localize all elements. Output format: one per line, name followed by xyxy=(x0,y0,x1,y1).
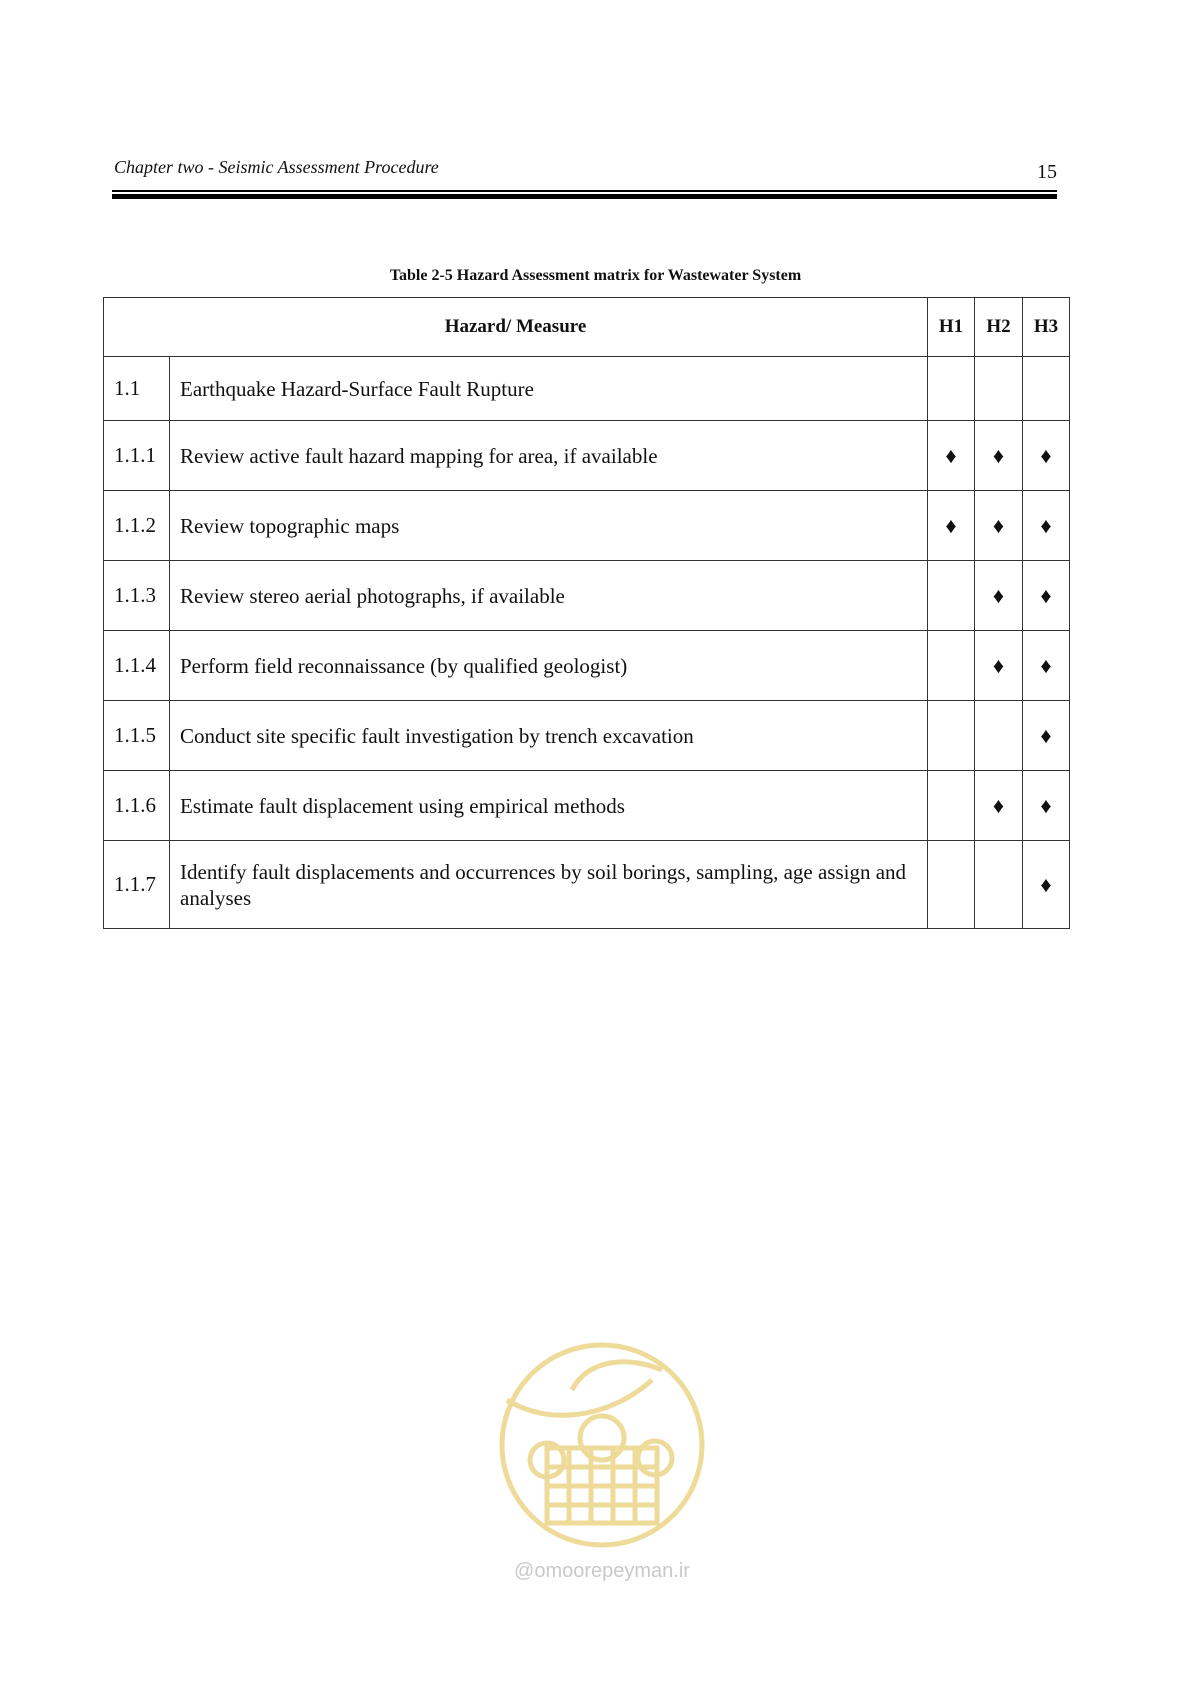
h1-mark: ♦ xyxy=(928,421,975,491)
table-caption: Table 2-5 Hazard Assessment matrix for Wastewater System xyxy=(389,267,802,284)
h2-mark: ♦ xyxy=(975,631,1023,701)
table-row xyxy=(104,357,1070,421)
h1-mark xyxy=(928,561,975,631)
table-row xyxy=(104,421,1070,491)
column-header-h2: H2 xyxy=(975,298,1023,357)
row-description: Perform field reconnaissance (by qualified geologist) xyxy=(170,631,928,701)
row-id: 1.1 xyxy=(104,357,170,421)
row-id: 1.1.1 xyxy=(104,421,170,491)
chapter-title: Chapter two - Seismic Assessment Procedure xyxy=(114,157,439,177)
page-header xyxy=(112,153,1057,193)
column-header-h1: H1 xyxy=(928,298,975,357)
header-rule-thin xyxy=(112,190,1057,192)
h1-mark xyxy=(928,841,975,929)
h3-mark: ♦ xyxy=(1023,491,1070,561)
h3-mark: ♦ xyxy=(1023,631,1070,701)
header-rule-thick xyxy=(112,194,1057,199)
row-description: Identify fault displacements and occurrences by soil borings, sampling, age assign and analyses xyxy=(170,841,928,929)
row-id: 1.1.5 xyxy=(104,701,170,771)
table-header-row xyxy=(104,298,1070,357)
h3-mark: ♦ xyxy=(1023,841,1070,929)
h2-mark xyxy=(975,357,1023,421)
h2-mark xyxy=(975,701,1023,771)
row-description: Review stereo aerial photographs, if available xyxy=(170,561,928,631)
row-id: 1.1.6 xyxy=(104,771,170,841)
hazard-assessment-table xyxy=(103,297,1070,929)
row-id: 1.1.4 xyxy=(104,631,170,701)
row-description: Review active fault hazard mapping for area, if available xyxy=(170,421,928,491)
table-row xyxy=(104,841,1070,929)
h1-mark xyxy=(928,357,975,421)
h2-mark: ♦ xyxy=(975,421,1023,491)
watermark-logo xyxy=(487,1330,717,1620)
column-header-hazard-measure: Hazard/ Measure xyxy=(104,298,928,357)
table-row xyxy=(104,631,1070,701)
row-description: Estimate fault displacement using empirical methods xyxy=(170,771,928,841)
watermark-site: @omoorepeyman.ir xyxy=(514,1560,690,1582)
table-row xyxy=(104,701,1070,771)
h1-mark: ♦ xyxy=(928,491,975,561)
h2-mark: ♦ xyxy=(975,561,1023,631)
row-description: Conduct site specific fault investigation by trench excavation xyxy=(170,701,928,771)
h2-mark xyxy=(975,841,1023,929)
h2-mark: ♦ xyxy=(975,771,1023,841)
h3-mark: ♦ xyxy=(1023,421,1070,491)
h1-mark xyxy=(928,771,975,841)
h3-mark: ♦ xyxy=(1023,771,1070,841)
h1-mark xyxy=(928,701,975,771)
row-id: 1.1.3 xyxy=(104,561,170,631)
row-description: Review topographic maps xyxy=(170,491,928,561)
table-row xyxy=(104,771,1070,841)
h1-mark xyxy=(928,631,975,701)
table-row xyxy=(104,491,1070,561)
row-id: 1.1.7 xyxy=(104,841,170,929)
page-number: 15 xyxy=(1037,161,1057,183)
h3-mark xyxy=(1023,357,1070,421)
table-row xyxy=(104,561,1070,631)
row-description: Earthquake Hazard-Surface Fault Rupture xyxy=(170,357,928,421)
omoorepeyman-seal-icon xyxy=(487,1330,717,1560)
row-id: 1.1.2 xyxy=(104,491,170,561)
h3-mark: ♦ xyxy=(1023,561,1070,631)
h2-mark: ♦ xyxy=(975,491,1023,561)
column-header-h3: H3 xyxy=(1023,298,1070,357)
h3-mark: ♦ xyxy=(1023,701,1070,771)
